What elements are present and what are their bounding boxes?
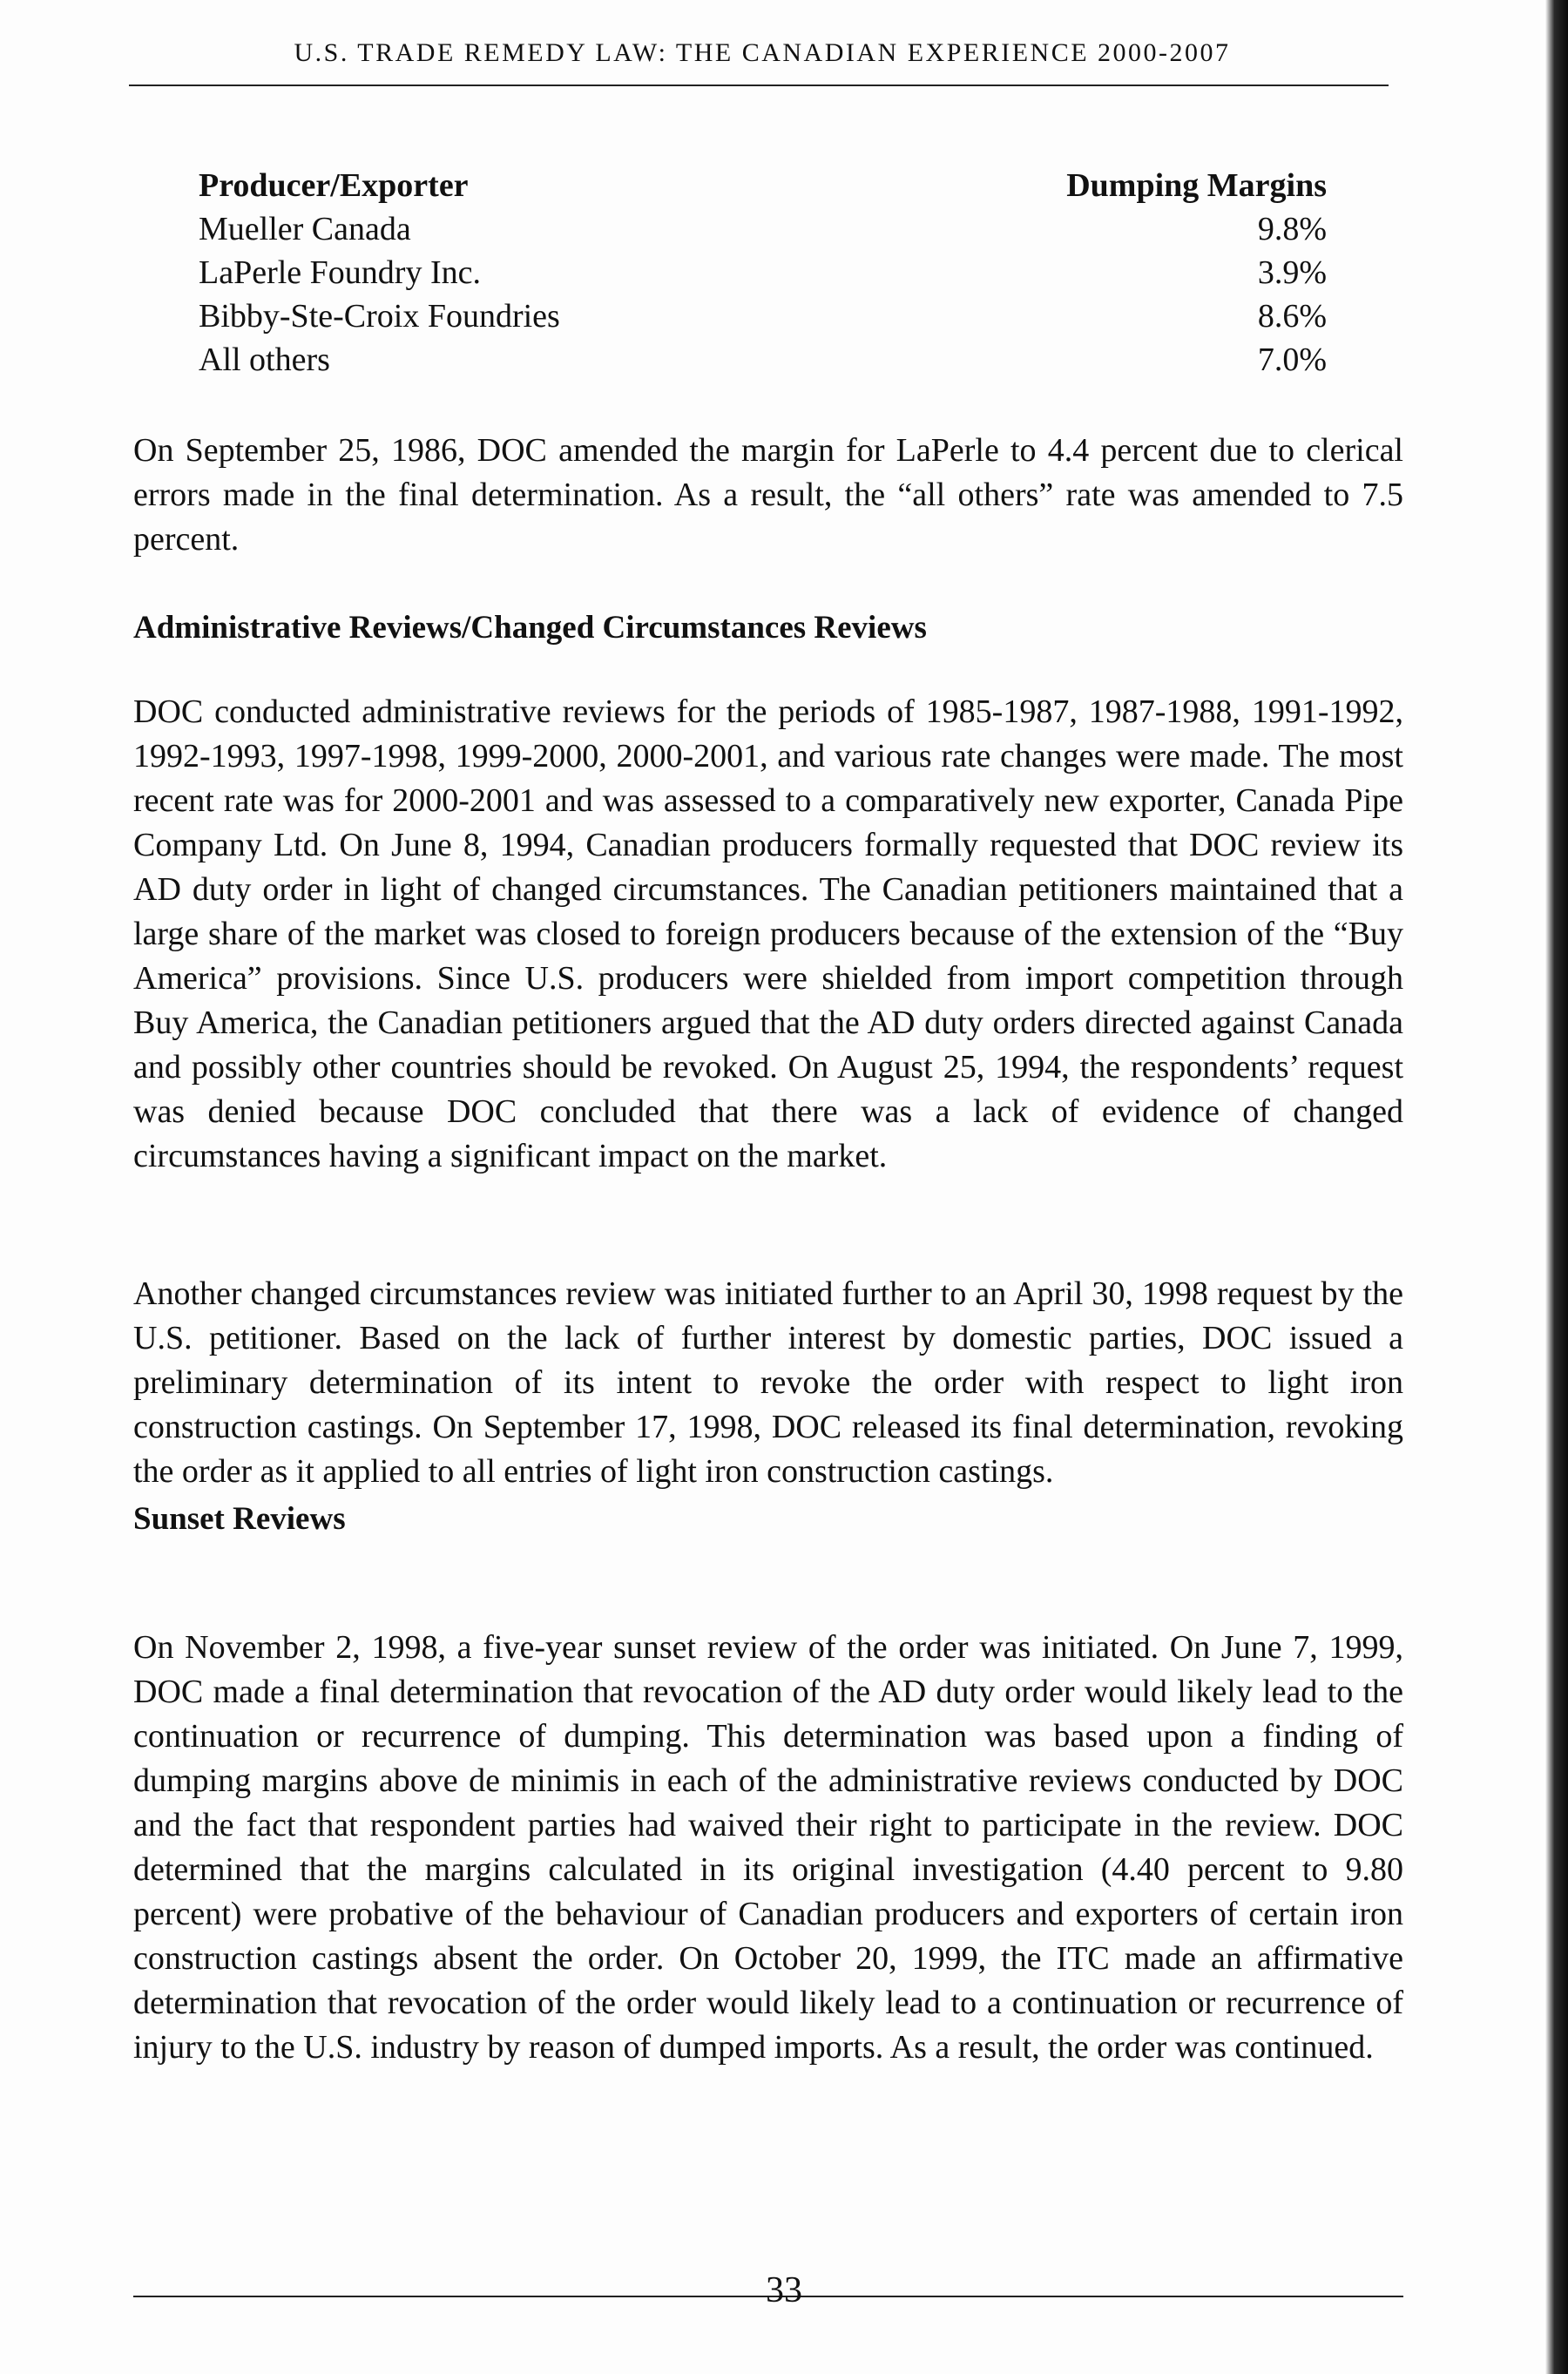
sunset-reviews-paragraph: On November 2, 1998, a five-year sunset review of the order was initiated. On June 7, 1999, DOC made a final determination that revocation of the AD duty order would likely lead to the continuation or recurrence of dumping. This determination was based upon a finding of dumping margins above de minimis in each of the administrative reviews conducted by DOC and the fact that respondent parties had waived their right to participate in the review. DOC determined that the margins calculated in its original investigation (4.40 percent to 9.80 percent) were probative of the behaviour of Canadian producers and exporters of certain iron construction castings absent the order. On October 20, 1999, the ITC made an affirmative determination that revocation of the order would likely lead to a continuation or recurrence of injury to the U.S. industry by reason of dumped imports. As a result, the order was continued. [133,1629,1403,2066]
dumping-margins-table [199,164,1327,382]
page-number: 33 [766,2270,802,2310]
margin-cell: 9.8% [1257,211,1327,247]
admin-reviews-paragraph-2: Another changed circumstances review was initiated further to an April 30, 1998 request by the U.S. petitioner. Based on the lack of further interest by domestic parties, DOC issued a preliminary determination of its intent to revoke the order with respect to light iron construction castings. On September 17, 1998, DOC released its final determination, revoking the order as it applied to all entries of light iron construction castings. [133,1275,1403,1490]
running-head: U.S. TRADE REMEDY LAW: THE CANADIAN EXPERIENCE 2000-2007 [294,38,1231,67]
margin-cell: 3.9% [1257,254,1327,291]
producer-cell: Mueller Canada [199,211,411,247]
admin-reviews-paragraph-1: DOC conducted administrative reviews for the periods of 1985-1987, 1987-1988, 1991-1992, 1992-1993, 1997-1998, 1999-2000, 2000-2001, and various rate changes were made. The most recent rate was for 2000-2001 and was assessed to a comparatively new exporter, Canada Pipe Company Ltd. On June 8, 1994, Canadian producers formally requested that DOC review its AD duty order in light of changed circumstances. The Canadian petitioners maintained that a large share of the market was closed to foreign producers because of the extension of the “Buy America” provisions. Since U.S. producers were shielded from import competition through Buy America, the Canadian petitioners argued that the AD duty orders directed against Canada and possibly other countries should be revoked. On August 25, 1994, the respondents’ request was denied because DOC concluded that there was a lack of evidence of changed circumstances having a significant impact on the market. [133,693,1403,1174]
scan-edge-shadow [1545,0,1568,2374]
column-header-margin: Dumping Margins [1066,167,1327,204]
margin-cell: 7.0% [1257,342,1327,378]
heading-sunset-reviews: Sunset Reviews [133,1501,346,1537]
margin-cell: 8.6% [1257,298,1327,335]
header-rule [129,85,1389,86]
table-row [199,338,1327,382]
producer-cell: All others [199,342,330,378]
table-row [199,251,1327,294]
table-header-row [199,164,1327,207]
producer-cell: Bibby-Ste-Croix Foundries [199,298,560,335]
table-row [199,294,1327,338]
table-row [199,207,1327,251]
column-header-producer: Producer/Exporter [199,167,469,204]
producer-cell: LaPerle Foundry Inc. [199,254,481,291]
heading-admin-reviews: Administrative Reviews/Changed Circumstances Reviews [133,610,927,646]
amendment-paragraph: On September 25, 1986, DOC amended the margin for LaPerle to 4.4 percent due to clerical errors made in the final determination. As a result, the “all others” rate was amended to 7.5 percent. [133,432,1403,558]
